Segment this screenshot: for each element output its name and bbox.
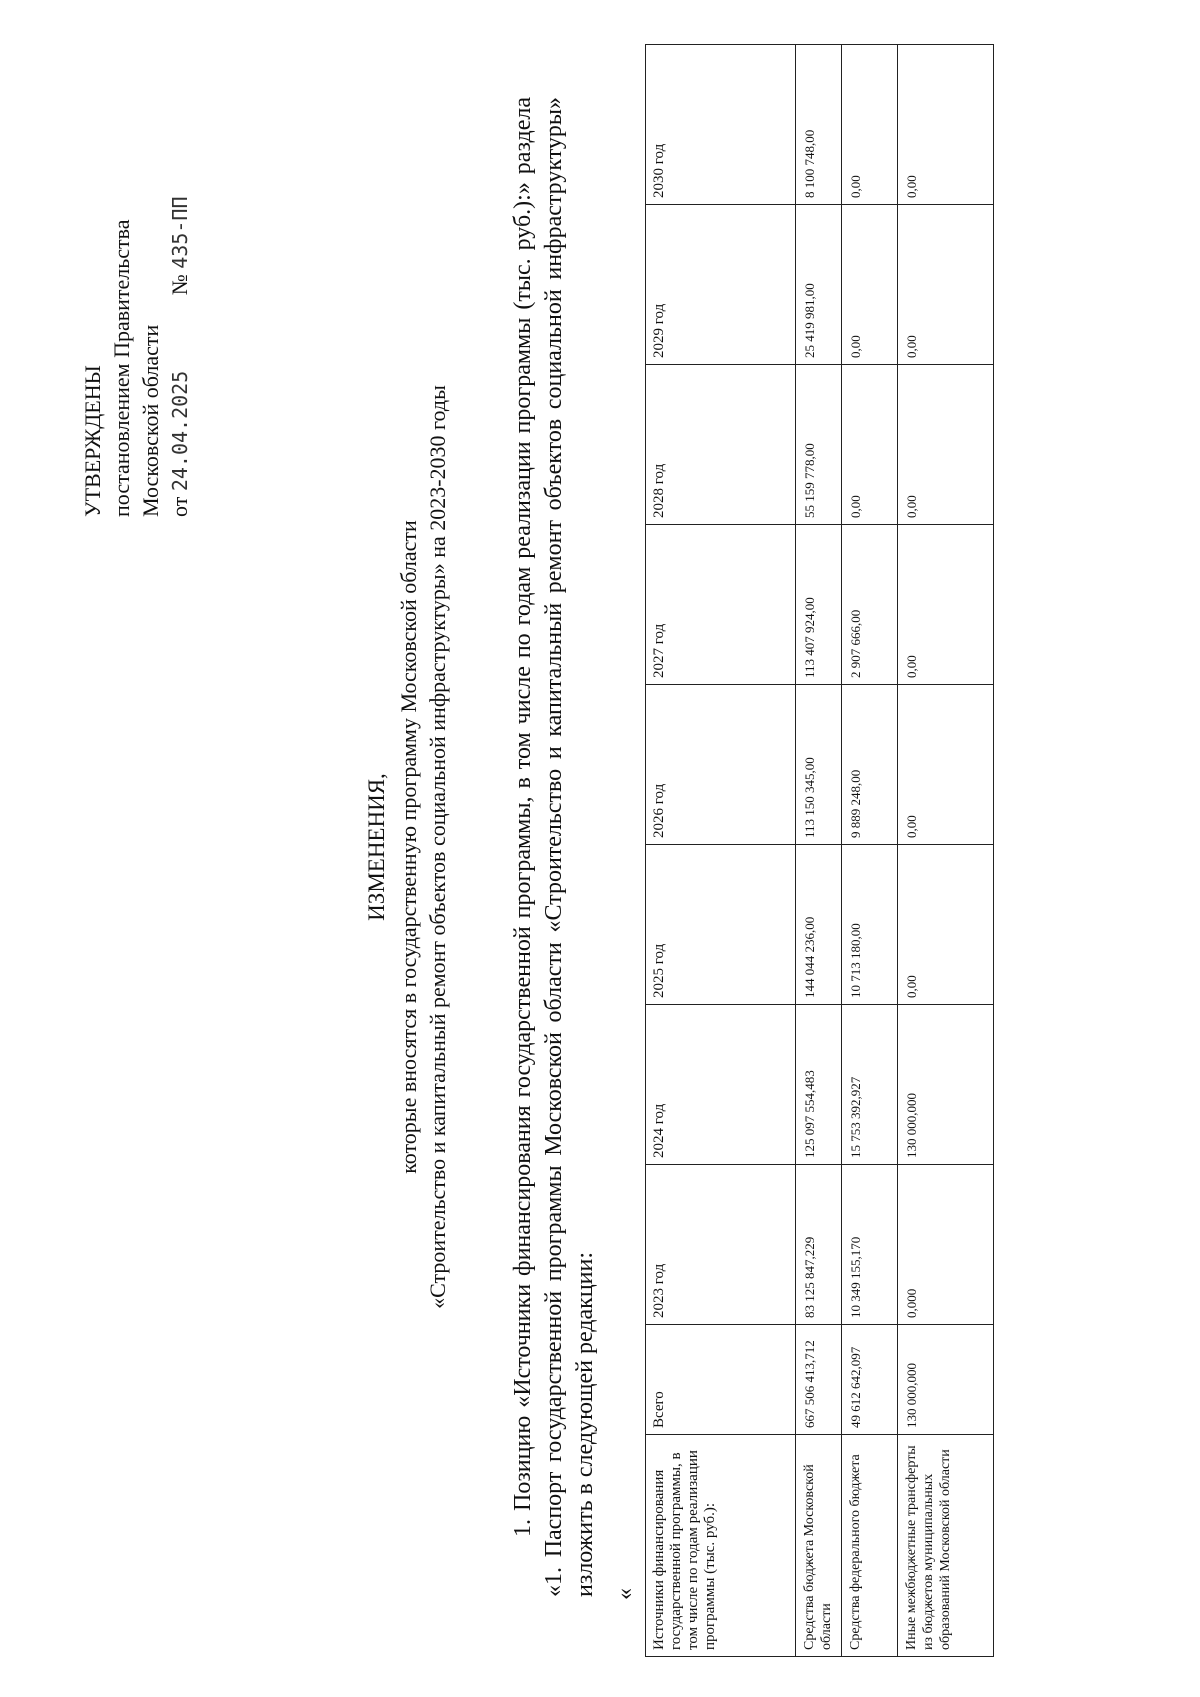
table-cell: 0,00 (898, 45, 994, 205)
table-cell: 113 150 345,00 (796, 685, 842, 845)
table-cell: 49 612 642,097 (842, 1325, 898, 1435)
approval-number: 435-ПП (168, 196, 192, 269)
table-row (796, 45, 842, 1657)
row-label: Средства бюджета Московской области (796, 1435, 842, 1657)
table-header-row (646, 45, 796, 1657)
table-corner-header: Источники финансирования государственной программы, в том числе по годам реализации программы (тыс. руб.): (646, 1435, 796, 1657)
table-cell: 0,00 (842, 205, 898, 365)
financing-table (645, 44, 994, 1657)
table-cell: 0,00 (898, 525, 994, 685)
table-cell: 0,00 (898, 845, 994, 1005)
column-header: 2029 год (646, 205, 796, 365)
approval-date: 24.04.2025 (168, 370, 192, 492)
title-line-2: «Строительство и капитальный ремонт объектов социальной инфраструктуры» на 2023-2030 годы (425, 385, 450, 1309)
approval-number-sign: № (167, 274, 192, 296)
opening-quote: « (612, 1588, 638, 1600)
table-cell: 0,00 (842, 365, 898, 525)
table-cell: 125 097 554,483 (796, 1005, 842, 1165)
column-header: 2026 год (646, 685, 796, 845)
table-cell: 10 713 180,00 (842, 845, 898, 1005)
table-cell: 25 419 981,00 (796, 205, 842, 365)
table-cell: 83 125 847,229 (796, 1165, 842, 1325)
column-header: 2025 год (646, 845, 796, 1005)
table-cell: 144 044 236,00 (796, 845, 842, 1005)
table-cell: 0,00 (898, 205, 994, 365)
table-cell: 0,00 (842, 45, 898, 205)
title-line-1: которые вносятся в государственную программу Московской области (396, 520, 421, 1174)
intro-paragraph: 1. Позицию «Источники финансирования государственной программы, в том числе по годам реализации программы (тыс. руб.):» раздела «1. Паспорт государственной программы Московской области «Строительство и капитальный ремонт объектов социальной инфраструктуры» изложить в следующей редакции: (510, 97, 598, 1597)
table-cell: 667 506 413,712 (796, 1325, 842, 1435)
table-cell: 0,00 (898, 365, 994, 525)
row-label: Средства федерального бюджета (842, 1435, 898, 1657)
approval-line-2: Московской области (138, 324, 163, 517)
table-cell: 113 407 924,00 (796, 525, 842, 685)
approval-date-prefix: от (167, 496, 192, 517)
approval-heading: УТВЕРЖДЕНЫ (80, 365, 105, 517)
table-cell: 8 100 748,00 (796, 45, 842, 205)
table-cell: 130 000,000 (898, 1325, 994, 1435)
column-header: 2027 год (646, 525, 796, 685)
title-heading: ИЗМЕНЕНИЯ, (364, 773, 389, 921)
column-header: Всего (646, 1325, 796, 1435)
column-header: 2024 год (646, 1005, 796, 1165)
row-label: Иные межбюджетные трансферты из бюджетов муниципальных образований Московской области (898, 1435, 994, 1657)
table-cell: 10 349 155,170 (842, 1165, 898, 1325)
table-cell: 9 889 248,00 (842, 685, 898, 845)
approval-line-1: постановлением Правительства (109, 219, 134, 517)
column-header: 2023 год (646, 1165, 796, 1325)
approval-stamp (78, 77, 195, 517)
approval-date-line (165, 77, 195, 517)
table-cell: 0,00 (898, 685, 994, 845)
table-row (842, 45, 898, 1657)
table-cell: 130 000,000 (898, 1005, 994, 1165)
column-header: 2028 год (646, 365, 796, 525)
table-row (898, 45, 994, 1657)
table-cell: 55 159 778,00 (796, 365, 842, 525)
document-title (362, 197, 452, 1497)
table-cell: 0,000 (898, 1165, 994, 1325)
column-header: 2030 год (646, 45, 796, 205)
table-cell: 2 907 666,00 (842, 525, 898, 685)
table-cell: 15 753 392,927 (842, 1005, 898, 1165)
